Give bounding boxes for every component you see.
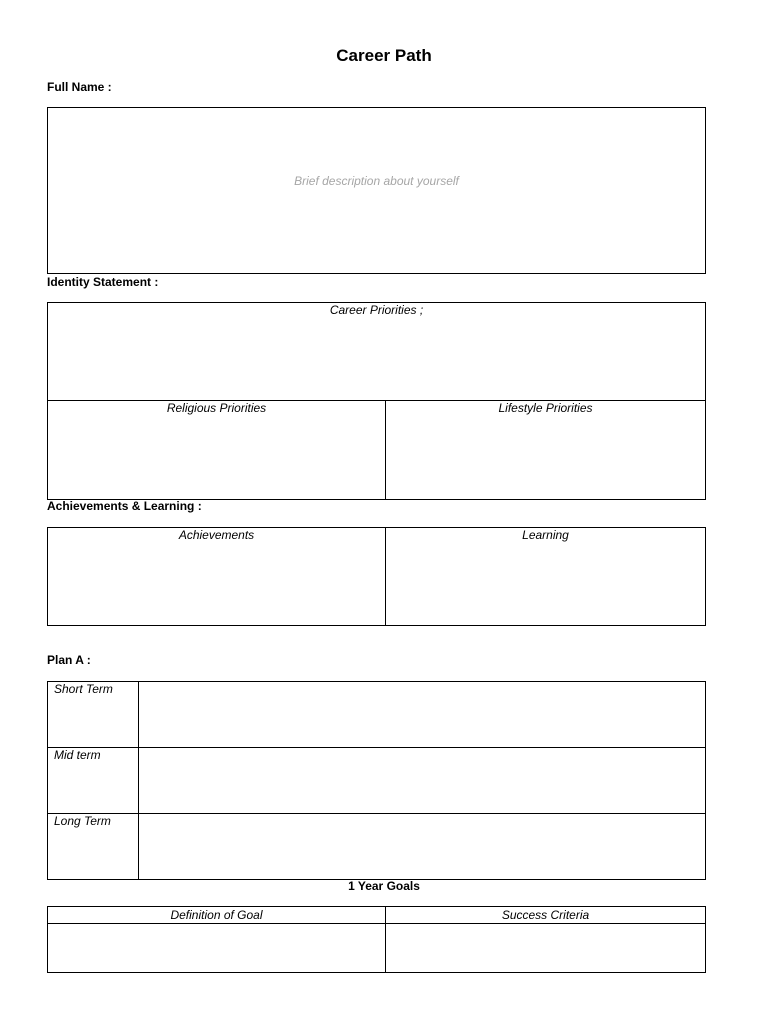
plan-a-term-cell bbox=[48, 682, 138, 747]
career-priorities-cell[interactable] bbox=[48, 303, 705, 400]
religious-priorities-cell[interactable] bbox=[48, 400, 385, 499]
long-term-input-cell[interactable] bbox=[138, 813, 705, 879]
self-description-placeholder: Brief description about yourself bbox=[294, 174, 459, 188]
mid-term-input-cell[interactable] bbox=[138, 747, 705, 813]
plan-a-label: Plan A : bbox=[47, 653, 91, 667]
success-criteria-input-cell[interactable] bbox=[385, 923, 705, 972]
learning-header: Learning bbox=[522, 528, 569, 542]
definition-of-goal-input-cell[interactable] bbox=[48, 923, 385, 972]
short-term-label: Short Term bbox=[54, 682, 113, 696]
religious-priorities-label: Religious Priorities bbox=[166, 401, 267, 415]
one-year-goals-label: 1 Year Goals bbox=[348, 879, 420, 893]
plan-a-term-cell bbox=[48, 747, 138, 813]
page-title: Career Path bbox=[336, 46, 432, 65]
identity-statement-table bbox=[47, 302, 706, 500]
identity-statement-label: Identity Statement : bbox=[47, 275, 159, 289]
learning-cell[interactable] bbox=[385, 528, 705, 625]
definition-of-goal-header: Definition of Goal bbox=[170, 908, 263, 922]
achievements-cell[interactable] bbox=[48, 528, 385, 625]
definition-of-goal-header-cell bbox=[48, 907, 385, 923]
full-name-label: Full Name : bbox=[47, 80, 112, 94]
success-criteria-header-cell bbox=[385, 907, 705, 923]
achievements-header: Achievements bbox=[178, 528, 255, 542]
lifestyle-priorities-cell[interactable] bbox=[385, 400, 705, 499]
success-criteria-header: Success Criteria bbox=[501, 908, 590, 922]
one-year-goals-table bbox=[47, 906, 706, 973]
long-term-label: Long Term bbox=[54, 814, 111, 828]
plan-a-table bbox=[47, 681, 706, 880]
lifestyle-priorities-label: Lifestyle Priorities bbox=[498, 401, 593, 415]
achievements-learning-label: Achievements & Learning : bbox=[47, 499, 202, 513]
self-description-field[interactable] bbox=[47, 107, 706, 274]
short-term-input-cell[interactable] bbox=[138, 682, 705, 747]
plan-a-term-cell bbox=[48, 813, 138, 879]
achievements-learning-table bbox=[47, 527, 706, 626]
career-priorities-label: Career Priorities ; bbox=[329, 303, 424, 317]
mid-term-label: Mid term bbox=[54, 748, 101, 762]
